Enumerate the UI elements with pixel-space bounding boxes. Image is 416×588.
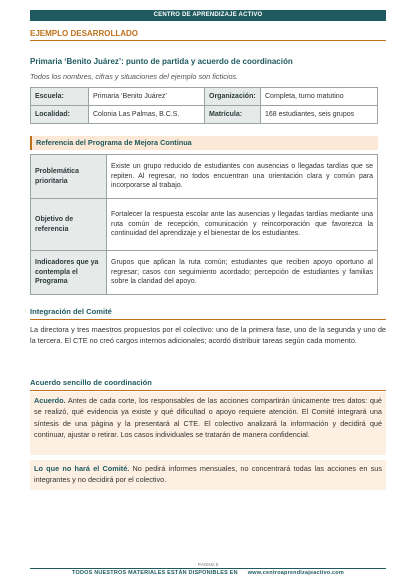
example-subtitle: Todos los nombres, cifras y situaciones del ejemplo son ficticios. [30,72,239,81]
agreement-box [30,392,386,455]
indicators-label: Indicadores que ya contempla el Programa [31,251,107,295]
agreement-text: Antes de cada corte, los responsables de las acciones compartirán únicamente tres datos: qué se realizó, qué evidencia ya existe y qué dificultad o apoyo requiere atención. El Comité integrará una síntesis de una página y la presentará al CTE. El colectivo analizará la información y decidirá qué continuar, ajustar o retirar. Los casos individuales se tratarán de manera confidencial. [34,396,382,439]
indicators-text: Grupos que aplican la ruta común; estudiantes que reciben apoyo oportuno al regresar; casos con seguimiento acordado; percepción de estudiantes y familias sobre la claridad del apoyo. [107,251,378,295]
footer-divider [30,568,386,569]
footer-text: TODOS NUESTROS MATERIALES ESTÁN DISPONIBLES EN [72,570,238,576]
integration-text: La directora y tres maestros propuestos por el colectivo: uno de la primera fase, uno de la segunda y uno de la tercera. El CTE no creó cargos internos adicionales; acordó distribuir tareas según cada momento. [30,325,386,346]
enrollment-value: 168 estudiantes, seis grupos [261,106,378,124]
locality-value: Colonia Las Palmas, B.C.S. [89,106,205,124]
table-row [31,199,378,251]
section-label: EJEMPLO DESARROLLADO [30,29,139,38]
locality-label: Localidad: [31,106,89,124]
school-value: Primaria ‘Benito Juárez’ [89,88,205,106]
table-row [31,88,378,106]
reference-heading: Referencia del Programa de Mejora Continua [30,136,378,150]
footer-link[interactable]: www.centroaprendizajeactivo.com [247,570,344,576]
agreement-lead: Acuerdo. [34,396,66,405]
example-title: Primaria ‘Benito Juárez’: punto de partida y acuerdo de coordinación [30,57,293,66]
problem-label: Problemática prioritaria [31,155,107,199]
table-row [31,106,378,124]
committee-limits-box [30,460,386,490]
committee-limits-text: No pedirá informes mensuales, no concentrará todas las acciones en sus integrantes y no decidirá por el colectivo. [34,464,382,485]
school-label: Escuela: [31,88,89,106]
reference-table [30,154,378,295]
section-divider [30,40,386,41]
footer [0,570,416,576]
school-info-table [30,87,378,124]
table-row [31,155,378,199]
problem-text: Existe un grupo reducido de estudiantes con ausencias o llegadas tardías que se repiten. Al regresar, no todos encuentran una orientación clara y común para incorporarse al trabajo. [107,155,378,199]
table-row [31,251,378,295]
header-banner: CENTRO DE APRENDIZAJE ACTIVO [30,10,386,21]
integration-heading: Integración del Comité [30,307,386,320]
objective-label: Objetivo de referencia [31,199,107,251]
committee-limits-lead: Lo que no hará el Comité. [34,464,130,473]
enrollment-label: Matrícula: [205,106,261,124]
agreement-heading: Acuerdo sencillo de coordinación [30,378,386,391]
organization-label: Organización: [205,88,261,106]
page-number: PÁGINA 5 [197,562,219,567]
organization-value: Completa, turno matutino [261,88,378,106]
objective-text: Fortalecer la respuesta escolar ante las ausencias y llegadas tardías mediante una ruta común de recepción, comunicación y reincorporación que favorezca la continuidad del aprendizaje y el bienestar de los estudiantes. [107,199,378,251]
